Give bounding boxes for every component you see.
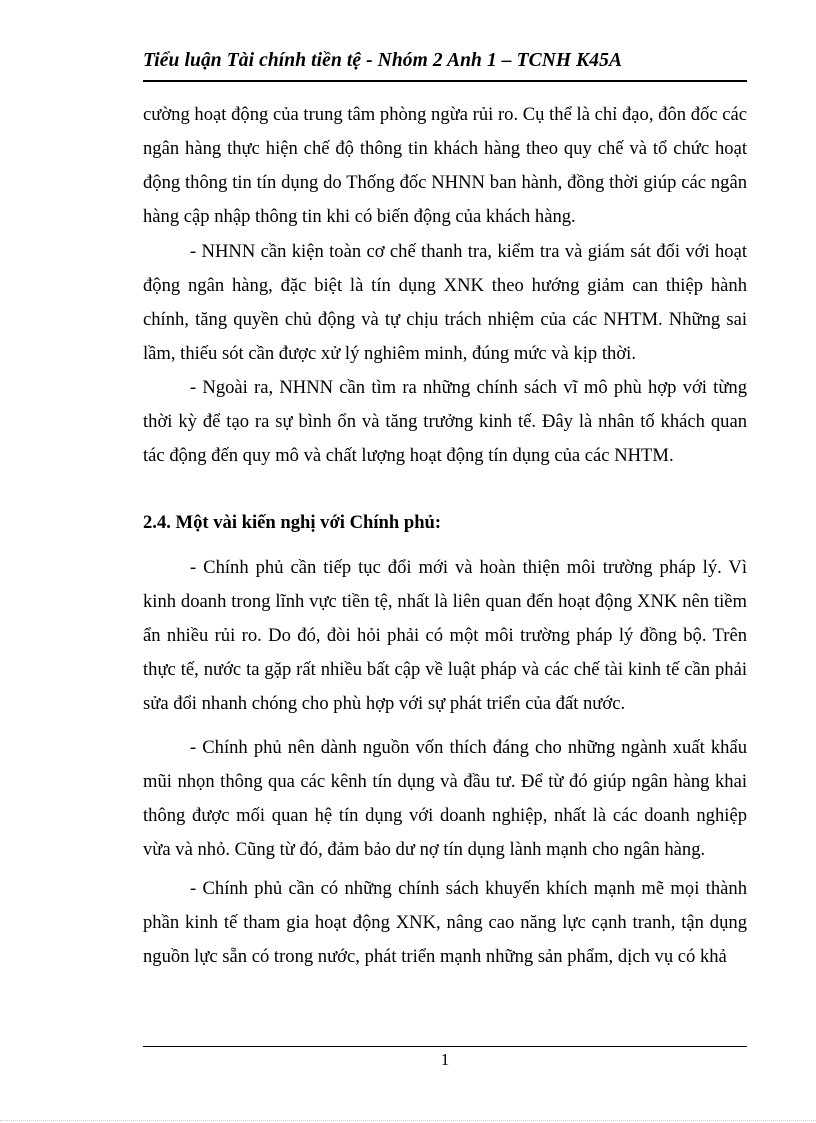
page-number: 1 <box>440 1050 450 1069</box>
header-divider <box>143 80 747 82</box>
page-bottom-border <box>0 1120 816 1121</box>
page-header-title: Tiểu luận Tài chính tiền tệ - Nhóm 2 Anh 1 – TCNH K45A <box>143 50 623 71</box>
paragraph-nhnn-inspection: - NHNN cần kiện toàn cơ chế thanh tra, kiểm tra và giám sát đối với hoạt động ngân hàng, đặc biệt là tín dụng XNK theo hướng giảm can thiệp hành chính, tăng quyền chủ động và tự chịu trách nhiệm của các NHTM. Những sai lầm, thiếu sót cần được xử lý nghiêm minh, đúng mức và kịp thời. <box>143 241 747 364</box>
paragraph-export-capital: - Chính phủ nên dành nguồn vốn thích đáng cho những ngành xuất khẩu mũi nhọn thông qua các kênh tín dụng và đầu tư. Để từ đó giúp ngân hàng khai thông được mối quan hệ tín dụng với doanh nghiệp, nhất là các doanh nghiệp vừa và nhỏ. Cũng từ đó, đảm bảo dư nợ tín dụng lành mạnh cho ngân hàng. <box>143 737 747 860</box>
paragraph-nhnn-macro-policy: - Ngoài ra, NHNN cần tìm ra những chính sách vĩ mô phù hợp với từng thời kỳ để tạo ra sự bình ổn và tăng trưởng kinh tế. Đây là nhân tố khách quan tác động đến quy mô và chất lượng hoạt động tín dụng của các NHTM. <box>143 377 747 466</box>
paragraph-export-incentives: - Chính phủ cần có những chính sách khuyến khích mạnh mẽ mọi thành phần kinh tế tham gia hoạt động XNK, nâng cao năng lực cạnh tranh, tận dụng nguồn lực sẵn có trong nước, phát triển mạnh những sản phẩm, dịch vụ có khả <box>143 878 747 967</box>
footer-divider <box>143 1046 747 1047</box>
section-heading: 2.4. Một vài kiến nghị với Chính phủ: <box>143 512 442 533</box>
paragraph-legal-environment: - Chính phủ cần tiếp tục đổi mới và hoàn thiện môi trường pháp lý. Vì kinh doanh trong lĩnh vực tiền tệ, nhất là liên quan đến hoạt động XNK nên tiềm ẩn nhiều rủi ro. Do đó, đòi hỏi phải có một môi trường pháp lý đồng bộ. Trên thực tế, nước ta gặp rất nhiều bất cập về luật pháp và các chế tài kinh tế cần phải sửa đổi nhanh chóng cho phù hợp với sự phát triển của đất nước. <box>143 557 747 714</box>
paragraph-continuation: cường hoạt động của trung tâm phòng ngừa rủi ro. Cụ thể là chỉ đạo, đôn đốc các ngân hàng thực hiện chế độ thông tin khách hàng theo quy chế và tổ chức hoạt động thông tin tín dụng do Thống đốc NHNN ban hành, đồng thời giúp các ngân hàng cập nhập thông tin khi có biến động của khách hàng. <box>143 104 747 227</box>
